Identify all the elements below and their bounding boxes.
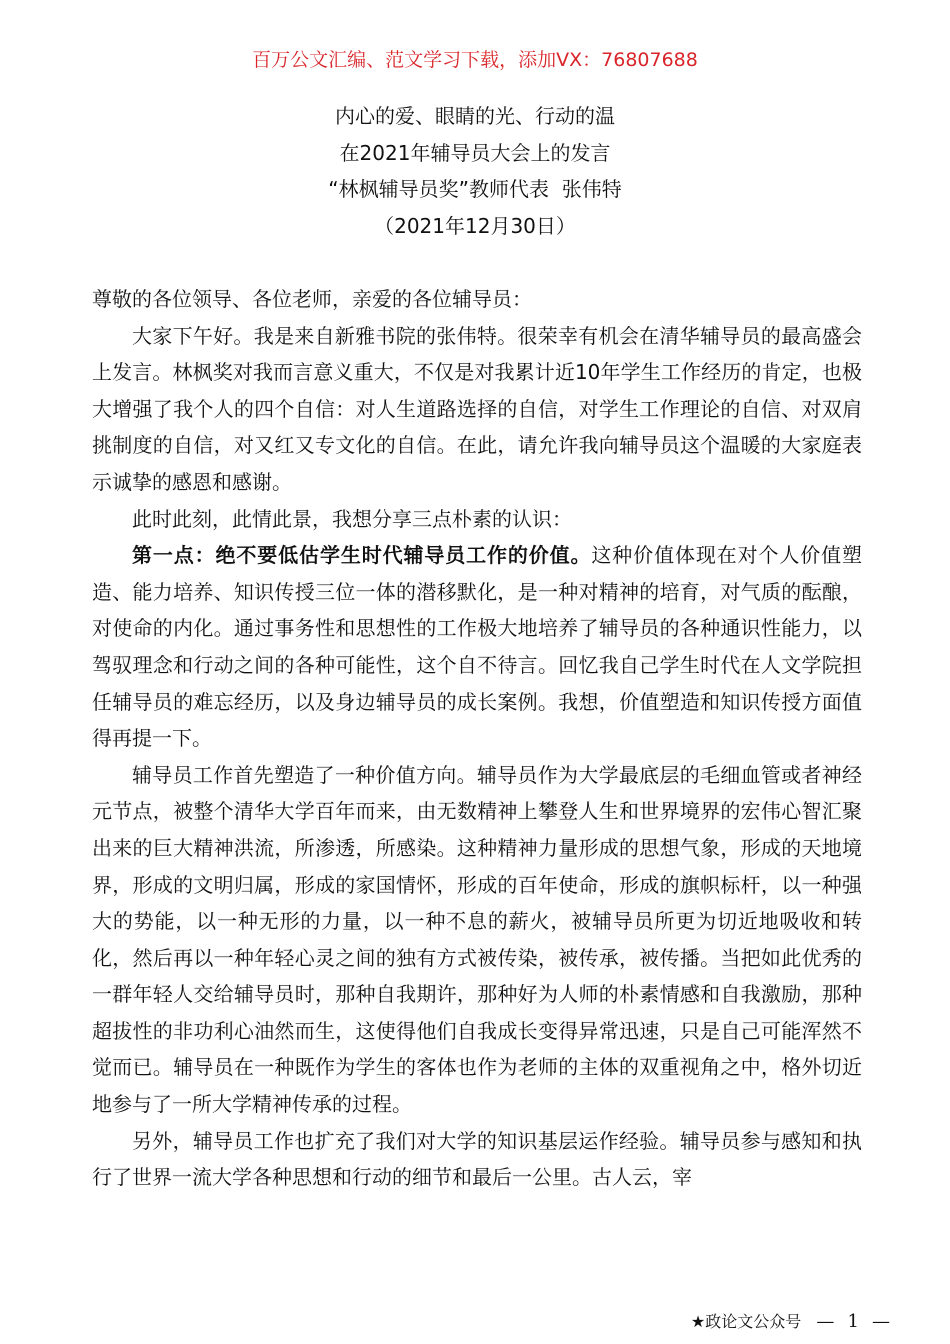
promo-banner: 百万公文汇编、范文学习下载，添加VX：76807688	[252, 49, 698, 71]
paragraph-greeting: 大家下午好。我是来自新雅书院的张伟特。很荣幸有机会在清华辅导员的最高盛会上发言。林枫奖对我而言意义重大，不仅是对我累计近10年学生工作经历的肯定，也极大增强了我个人的四个自信：对人生道路选择的自信，对学生工作理论的自信、对双肩挑制度的自信，对又红又专文化的自信。在此，请允许我向辅导员这个温暖的大家庭表示诚挚的感恩和感谢。	[92, 323, 862, 494]
footer-dash-right: —	[872, 1311, 890, 1332]
speech-title: 内心的爱、眼睛的光、行动的温	[335, 104, 615, 128]
point-one-heading: 第一点：绝不要低估学生时代辅导员工作的价值。	[132, 543, 592, 568]
speech-date: （2021年12月30日）	[374, 213, 576, 238]
speech-subtitle: 在2021年辅导员大会上的发言	[339, 140, 611, 165]
speech-body	[92, 281, 862, 1196]
footer-dash-left: —	[816, 1311, 835, 1332]
paragraph-knowledge: 另外，辅导员工作也扩充了我们对大学的知识基层运作经验。辅导员参与感知和执行了世界一流大学各种思想和行动的细节和最后一公里。古人云，宰	[92, 1128, 862, 1190]
paragraph-point-one	[92, 537, 862, 757]
speaker-line: “林枫辅导员奖”教师代表 张伟特	[328, 177, 622, 201]
page-footer	[600, 1310, 890, 1334]
speech-header	[0, 98, 950, 244]
paragraph-value-direction: 辅导员工作首先塑造了一种价值方向。辅导员作为大学最底层的毛细血管或者神经元节点，被整个清华大学百年而来，由无数精神上攀登人生和世界境界的宏伟心智汇聚出来的巨大精神洪流，所渗透，所感染。这种精神力量形成的思想气象，形成的天地境界，形成的文明归属，形成的家国情怀，形成的百年使命，形成的旗帜标杆，以一种强大的势能，以一种无形的力量，以一种不息的薪火，被辅导员所更为切近地吸收和转化，然后再以一种年轻心灵之间的独有方式被传染，被传承，被传播。当把如此优秀的一群年轻人交给辅导员时，那种自我期许，那种好为人师的朴素情感和自我激励，那种超拔性的非功利心油然而生，这使得他们自我成长变得异常迅速，只是自己可能浑然不觉而已。辅导员在一种既作为学生的客体也作为老师的主体的双重视角之中，格外切近地参与了一所大学精神传承的过程。	[92, 762, 862, 1117]
paragraph-intro: 此时此刻，此情此景，我想分享三点朴素的认识：	[132, 506, 572, 531]
point-one-text: 这种价值体现在对个人价值塑造、能力培养、知识传授三位一体的潜移默化，是一种对精神的培育，对气质的酝酿，对使命的内化。通过事务性和思想性的工作极大地培养了辅导员的各种通识性能力，以驾驭理念和行动之间的各种可能性，这个自不待言。回忆我自己学生时代在人文学院担任辅导员的难忘经历，以及身边辅导员的成长案例。我想，价值塑造和知识传授方面值得再提一下。	[92, 543, 863, 751]
page-number: 1	[847, 1311, 859, 1332]
salutation: 尊敬的各位领导、各位老师，亲爱的各位辅导员：	[92, 287, 532, 311]
footer-source: ★政论文公众号	[690, 1312, 802, 1331]
